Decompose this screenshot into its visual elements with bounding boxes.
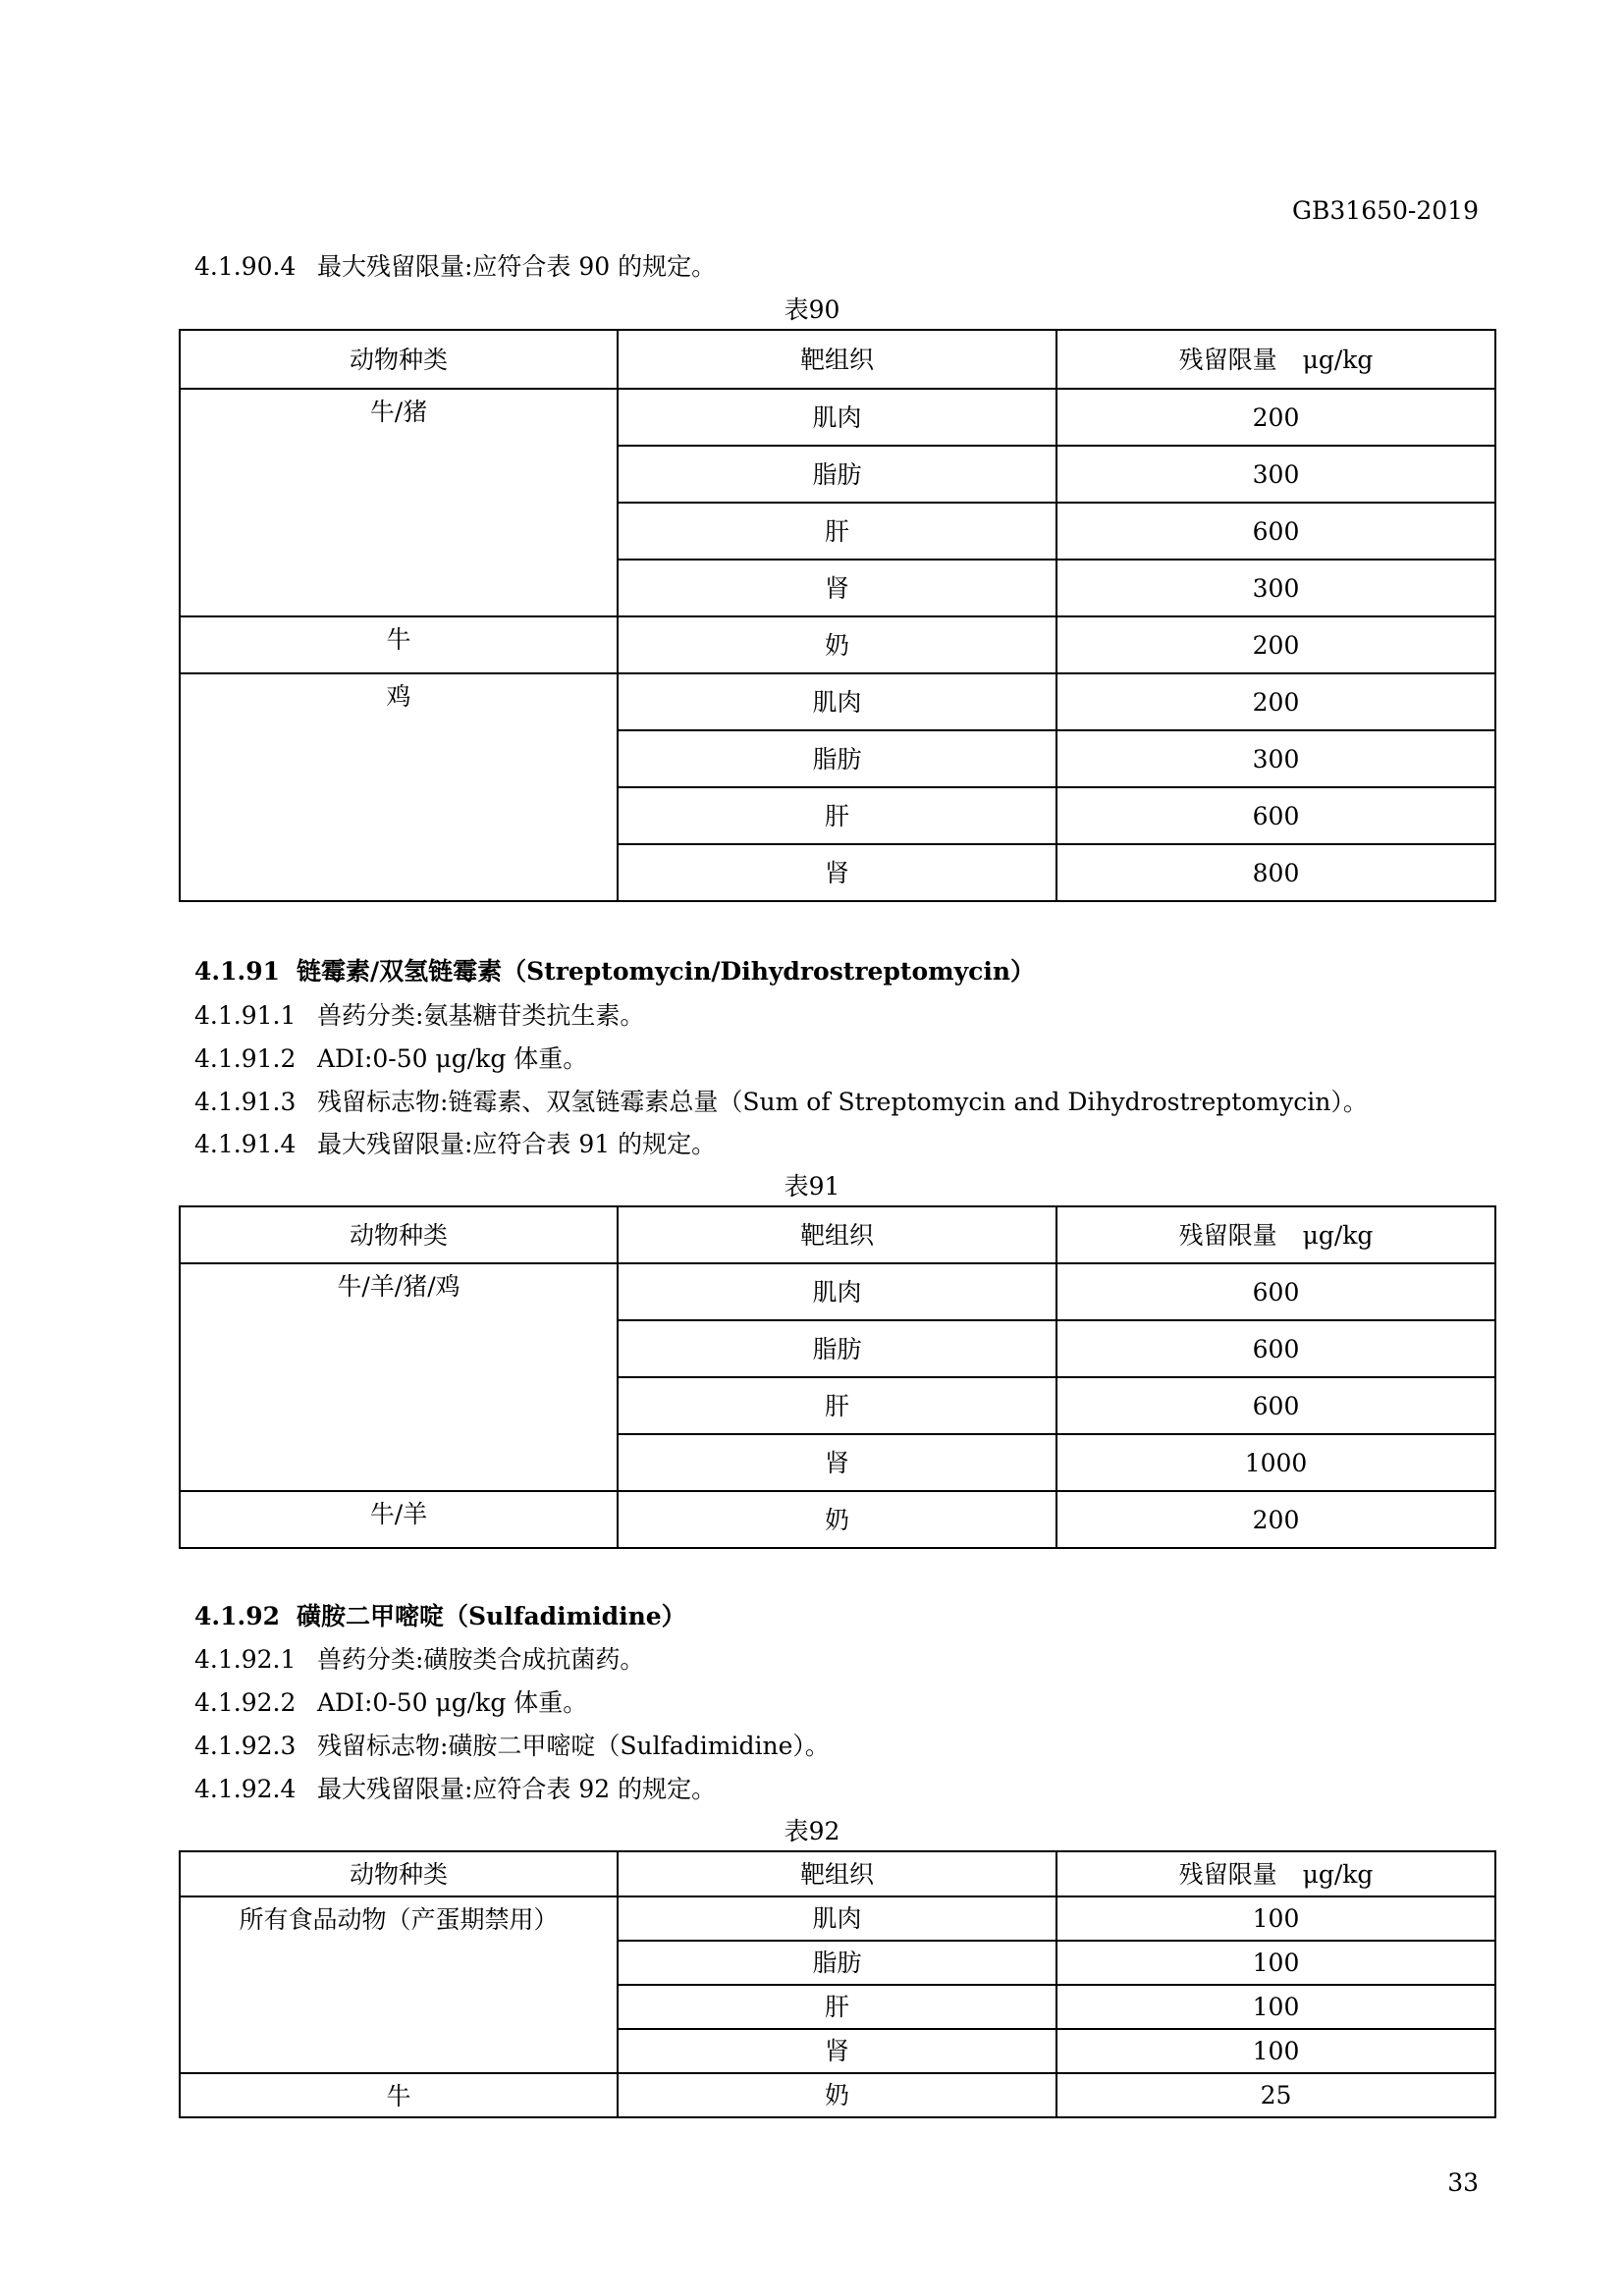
table-90 <box>179 329 1496 902</box>
tissue-cell: 肾 <box>618 844 1056 901</box>
species-cell: 鸡 <box>180 673 618 901</box>
clause-4-1-90-4 <box>194 254 716 279</box>
tissue-cell: 肝 <box>618 503 1056 560</box>
tissue-cell: 肝 <box>618 1985 1056 2029</box>
table-row <box>180 616 1495 673</box>
species-cell: 牛 <box>180 616 618 673</box>
tissue-cell: 肌肉 <box>618 1263 1056 1320</box>
species-cell: 牛 <box>180 2073 618 2117</box>
tissue-cell: 肌肉 <box>618 1896 1056 1941</box>
clause-number: 4.1.92.4 <box>194 1775 297 1803</box>
tissue-cell: 奶 <box>618 616 1056 673</box>
section-4-1-91-heading <box>194 959 1035 984</box>
limit-value-cell: 600 <box>1056 1320 1495 1377</box>
limit-value-cell: 200 <box>1056 616 1495 673</box>
tissue-cell: 肝 <box>618 1377 1056 1434</box>
clause-number: 4.1.91.3 <box>194 1088 297 1116</box>
limit-value-cell: 200 <box>1056 673 1495 730</box>
header-limit-label: 残留限量 <box>1178 1220 1277 1250</box>
limit-value-cell: 100 <box>1056 2029 1495 2073</box>
clause-text: 残留标志物:链霉素、双氢链霉素总量（Sum of Streptomycin and Dihydrostreptomycin）。 <box>317 1088 1368 1116</box>
clause-4-1-92-3 <box>194 1734 830 1758</box>
limit-value-cell: 300 <box>1056 446 1495 503</box>
clause-number: 4.1.92.3 <box>194 1732 297 1760</box>
section-title: 链霉素/双氢链霉素（Streptomycin/Dihydrostreptomycin） <box>297 957 1036 986</box>
header-tissue: 靶组织 <box>618 330 1056 389</box>
table-92-caption: 表92 <box>784 1817 840 1845</box>
header-limit <box>1056 1206 1495 1263</box>
header-species: 动物种类 <box>180 330 618 389</box>
limit-value-cell: 600 <box>1056 503 1495 560</box>
tissue-cell: 奶 <box>618 1491 1056 1548</box>
table-92 <box>179 1850 1496 2118</box>
clause-4-1-92-1 <box>194 1647 644 1672</box>
table-row <box>180 673 1495 730</box>
tissue-cell: 肌肉 <box>618 673 1056 730</box>
limit-value-cell: 100 <box>1056 1985 1495 2029</box>
header-species: 动物种类 <box>180 1851 618 1896</box>
limit-value-cell: 100 <box>1056 1941 1495 1985</box>
clause-4-1-91-4 <box>194 1132 716 1156</box>
limit-value-cell: 800 <box>1056 844 1495 901</box>
table-91 <box>179 1205 1496 1549</box>
limit-value-cell: 1000 <box>1056 1434 1495 1491</box>
table-row <box>180 389 1495 446</box>
table-row <box>180 1491 1495 1548</box>
clause-number: 4.1.91.1 <box>194 1001 297 1030</box>
header-limit-unit: μg/kg <box>1302 1220 1374 1250</box>
clause-text: 残留标志物:磺胺二甲嘧啶（Sulfadimidine）。 <box>317 1732 830 1760</box>
header-limit-unit: μg/kg <box>1302 1859 1374 1889</box>
species-cell: 牛/羊/猪/鸡 <box>180 1263 618 1491</box>
header-limit-unit: μg/kg <box>1302 345 1374 374</box>
clause-number: 4.1.92.2 <box>194 1688 297 1717</box>
tissue-cell: 肾 <box>618 560 1056 616</box>
clause-text: 兽药分类:磺胺类合成抗菌药。 <box>317 1645 645 1674</box>
limit-value-cell: 25 <box>1056 2073 1495 2117</box>
clause-number: 4.1.90.4 <box>194 252 297 281</box>
limit-value-cell: 100 <box>1056 1896 1495 1941</box>
table-header-row <box>180 1851 1495 1896</box>
header-tissue: 靶组织 <box>618 1206 1056 1263</box>
table-90-caption: 表90 <box>784 295 840 324</box>
section-title: 磺胺二甲嘧啶（Sulfadimidine） <box>297 1602 686 1630</box>
tissue-cell: 脂肪 <box>618 1320 1056 1377</box>
clause-4-1-91-3 <box>194 1090 1368 1114</box>
limit-value-cell: 600 <box>1056 1377 1495 1434</box>
table-header-row <box>180 330 1495 389</box>
table-row <box>180 1896 1495 1941</box>
table-91-caption: 表91 <box>784 1172 840 1201</box>
species-cell: 牛/猪 <box>180 389 618 616</box>
tissue-cell: 肝 <box>618 787 1056 844</box>
clause-text: 兽药分类:氨基糖苷类抗生素。 <box>317 1001 645 1030</box>
clause-4-1-92-4 <box>194 1777 716 1801</box>
header-limit <box>1056 330 1495 389</box>
tissue-cell: 肾 <box>618 2029 1056 2073</box>
clause-number: 4.1.91.2 <box>194 1044 297 1073</box>
clause-number: 4.1.91.4 <box>194 1130 297 1158</box>
header-limit-label: 残留限量 <box>1178 345 1277 374</box>
header-tissue: 靶组织 <box>618 1851 1056 1896</box>
tissue-cell: 奶 <box>618 2073 1056 2117</box>
header-limit <box>1056 1851 1495 1896</box>
table-header-row <box>180 1206 1495 1263</box>
clause-text: ADI:0-50 μg/kg 体重。 <box>317 1688 588 1717</box>
section-number: 4.1.92 <box>194 1602 280 1630</box>
limit-value-cell: 600 <box>1056 787 1495 844</box>
species-cell: 所有食品动物（产蛋期禁用） <box>180 1896 618 2073</box>
document-code: GB31650-2019 <box>1292 196 1479 225</box>
limit-value-cell: 300 <box>1056 730 1495 787</box>
table-row <box>180 2073 1495 2117</box>
tissue-cell: 肌肉 <box>618 389 1056 446</box>
section-number: 4.1.91 <box>194 957 280 986</box>
table-row <box>180 1263 1495 1320</box>
clause-4-1-91-2 <box>194 1046 587 1071</box>
clause-4-1-91-1 <box>194 1003 644 1028</box>
header-species: 动物种类 <box>180 1206 618 1263</box>
header-limit-label: 残留限量 <box>1178 1859 1277 1889</box>
clause-text: 最大残留限量:应符合表 91 的规定。 <box>317 1130 717 1158</box>
limit-value-cell: 300 <box>1056 560 1495 616</box>
tissue-cell: 脂肪 <box>618 446 1056 503</box>
tissue-cell: 脂肪 <box>618 730 1056 787</box>
species-cell: 牛/羊 <box>180 1491 618 1548</box>
tissue-cell: 肾 <box>618 1434 1056 1491</box>
clause-4-1-92-2 <box>194 1690 587 1715</box>
limit-value-cell: 200 <box>1056 1491 1495 1548</box>
limit-value-cell: 600 <box>1056 1263 1495 1320</box>
clause-text: ADI:0-50 μg/kg 体重。 <box>317 1044 588 1073</box>
clause-text: 最大残留限量:应符合表 90 的规定。 <box>317 252 717 281</box>
clause-number: 4.1.92.1 <box>194 1645 297 1674</box>
page-number: 33 <box>1447 2168 1479 2197</box>
clause-text: 最大残留限量:应符合表 92 的规定。 <box>317 1775 717 1803</box>
section-4-1-92-heading <box>194 1604 686 1629</box>
tissue-cell: 脂肪 <box>618 1941 1056 1985</box>
limit-value-cell: 200 <box>1056 389 1495 446</box>
